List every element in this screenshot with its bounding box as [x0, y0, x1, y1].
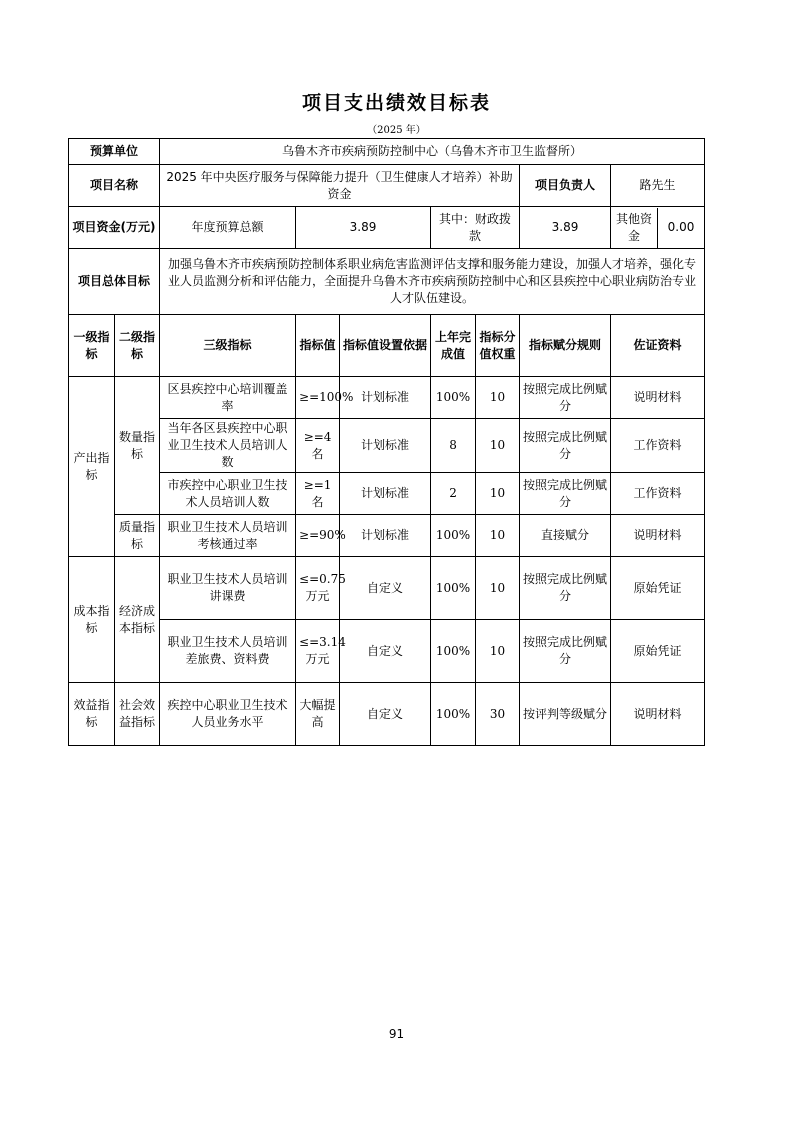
- annual-budget-value: 3.89: [296, 207, 431, 249]
- row-name: 职业卫生技术人员培训差旅费、资料费: [160, 620, 296, 683]
- row-basis: 计划标准: [340, 419, 431, 473]
- group-quality: 质量指标: [115, 515, 160, 557]
- row-value: ≥=1名: [296, 473, 340, 515]
- header-weight: 指标分值权重: [476, 315, 520, 377]
- row-rule: 按照完成比例赋分: [520, 620, 611, 683]
- leader-value: 路先生: [611, 165, 705, 207]
- group-economic-cost: 经济成本指标: [115, 557, 160, 683]
- name-label: 项目名称: [69, 165, 160, 207]
- row-last-year: 100%: [431, 557, 476, 620]
- header-rule: 指标赋分规则: [520, 315, 611, 377]
- table-row: [69, 515, 705, 557]
- row-last-year: 100%: [431, 620, 476, 683]
- row-last-year: 2: [431, 473, 476, 515]
- table-row: [69, 683, 705, 746]
- row-budget-unit: [69, 139, 705, 165]
- row-rule: 直接赋分: [520, 515, 611, 557]
- page-number: 91: [388, 1027, 405, 1041]
- row-value: 大幅提高: [296, 683, 340, 746]
- row-weight: 10: [476, 515, 520, 557]
- row-basis: 计划标准: [340, 473, 431, 515]
- row-basis: 计划标准: [340, 515, 431, 557]
- unit-value: 乌鲁木齐市疾病预防控制中心（乌鲁木齐市卫生监督所）: [160, 139, 705, 165]
- row-last-year: 100%: [431, 515, 476, 557]
- row-value: ≥=100%: [296, 377, 340, 419]
- group-quantity: 数量指标: [115, 377, 160, 515]
- page-title: 项目支出绩效目标表: [301, 92, 491, 114]
- row-basis: 自定义: [340, 620, 431, 683]
- table-row: [69, 377, 705, 419]
- year-subtitle: （2025 年）: [367, 125, 426, 136]
- row-basis: 计划标准: [340, 377, 431, 419]
- row-evidence: 说明材料: [611, 515, 705, 557]
- header-value: 指标值: [296, 315, 340, 377]
- table-row: [69, 557, 705, 620]
- header-level2: 二级指标: [115, 315, 160, 377]
- row-evidence: 说明材料: [611, 683, 705, 746]
- row-last-year: 100%: [431, 377, 476, 419]
- row-weight: 10: [476, 377, 520, 419]
- row-evidence: 原始凭证: [611, 620, 705, 683]
- row-evidence: 工作资料: [611, 419, 705, 473]
- table-row: [69, 473, 705, 515]
- table-row: [69, 620, 705, 683]
- row-overall-goal: [69, 249, 705, 315]
- name-value: 2025 年中央医疗服务与保障能力提升（卫生健康人才培养）补助资金: [160, 165, 520, 207]
- group-cost: 成本指标: [69, 557, 115, 683]
- row-weight: 30: [476, 683, 520, 746]
- row-name: 区县疾控中心培训覆盖率: [160, 377, 296, 419]
- row-basis: 自定义: [340, 557, 431, 620]
- group-social-benefit: 社会效益指标: [115, 683, 160, 746]
- row-rule: 按照完成比例赋分: [520, 473, 611, 515]
- row-evidence: 工作资料: [611, 473, 705, 515]
- annual-budget-label: 年度预算总额: [160, 207, 296, 249]
- row-weight: 10: [476, 473, 520, 515]
- row-name: 市疾控中心职业卫生技术人员培训人数: [160, 473, 296, 515]
- row-rule: 按评判等级赋分: [520, 683, 611, 746]
- row-value: ≤=0.75万元: [296, 557, 340, 620]
- row-basis: 自定义: [340, 683, 431, 746]
- fiscal-label: 其中：财政拨款: [431, 207, 520, 249]
- row-rule: 按照完成比例赋分: [520, 377, 611, 419]
- row-weight: 10: [476, 419, 520, 473]
- row-headers: [69, 315, 705, 377]
- row-last-year: 8: [431, 419, 476, 473]
- unit-label: 预算单位: [69, 139, 160, 165]
- group-benefit: 效益指标: [69, 683, 115, 746]
- header-level1: 一级指标: [69, 315, 115, 377]
- header-level3: 三级指标: [160, 315, 296, 377]
- header-basis: 指标值设置依据: [340, 315, 431, 377]
- other-fund-label-text: 其他资金: [611, 208, 658, 248]
- row-name: 当年各区县疾控中心职业卫生技术人员培训人数: [160, 419, 296, 473]
- header-last-year: 上年完成值: [431, 315, 476, 377]
- other-fund-value: 0.00: [667, 220, 695, 234]
- row-weight: 10: [476, 620, 520, 683]
- goal-value: 加强乌鲁木齐市疾病预防控制体系职业病危害监测评估支撑和服务能力建设，加强人才培养，强化专业人员监测分析和评估能力，全面提升乌鲁木齐市疾病预防控制中心和区县疾控中心职业病防治专业人才队伍建设。: [160, 249, 705, 315]
- row-rule: 按照完成比例赋分: [520, 557, 611, 620]
- performance-table: [68, 138, 705, 746]
- row-value: ≤=3.14万元: [296, 620, 340, 683]
- row-project-fund: [69, 207, 705, 249]
- row-name: 职业卫生技术人员培训讲课费: [160, 557, 296, 620]
- row-value: ≥=90%: [296, 515, 340, 557]
- row-weight: 10: [476, 557, 520, 620]
- row-last-year: 100%: [431, 683, 476, 746]
- fiscal-value: 3.89: [520, 207, 611, 249]
- row-evidence: 原始凭证: [611, 557, 705, 620]
- row-rule: 按照完成比例赋分: [520, 419, 611, 473]
- goal-label: 项目总体目标: [69, 249, 160, 315]
- fund-label: 项目资金(万元): [69, 207, 160, 249]
- row-evidence: 说明材料: [611, 377, 705, 419]
- row-value: ≥=4名: [296, 419, 340, 473]
- other-fund-cell: [611, 207, 705, 249]
- row-name: 疾控中心职业卫生技术人员业务水平: [160, 683, 296, 746]
- header-evidence: 佐证资料: [611, 315, 705, 377]
- group-output: 产出指标: [69, 377, 115, 557]
- table-row: [69, 419, 705, 473]
- row-project-name: [69, 165, 705, 207]
- row-name: 职业卫生技术人员培训考核通过率: [160, 515, 296, 557]
- leader-label: 项目负责人: [520, 165, 611, 207]
